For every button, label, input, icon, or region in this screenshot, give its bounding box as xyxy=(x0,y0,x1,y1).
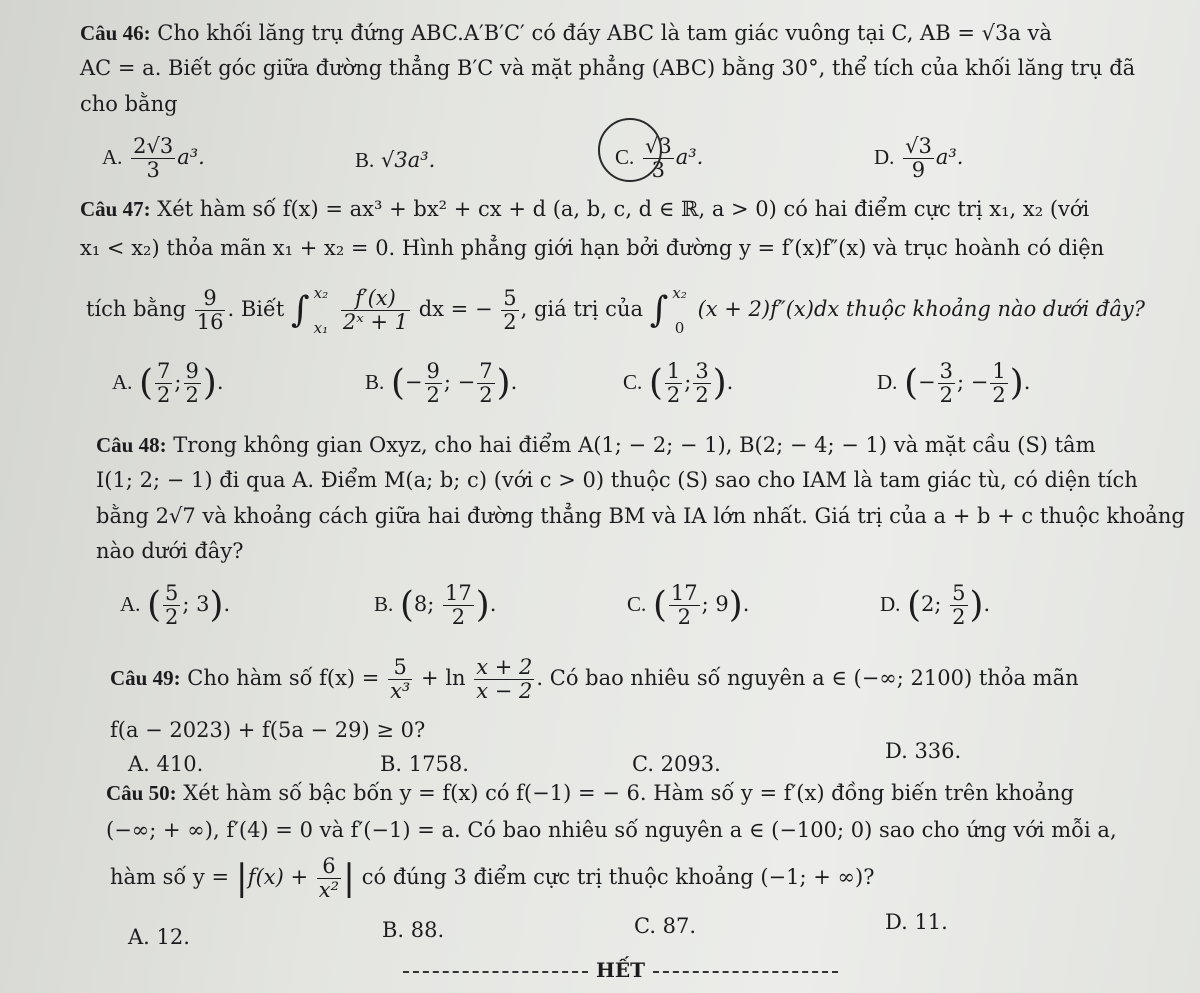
option-label: C. xyxy=(615,145,635,170)
q49-line1 xyxy=(110,656,1079,703)
integral-lower-bound: 0 xyxy=(674,318,685,337)
q47-text-d: , giá trị của xyxy=(520,297,643,322)
option-numerator: 2√3 xyxy=(133,134,174,158)
fraction-denominator: 2 xyxy=(677,605,691,630)
q50-option-b: B. 88. xyxy=(382,918,445,942)
integral-sign: ∫ xyxy=(649,289,669,331)
fraction-numerator: 3 xyxy=(939,359,954,383)
integral-sign: ∫ xyxy=(291,289,310,331)
fraction-numerator: x + 2 xyxy=(476,655,533,679)
q47-option-d: D. (− $\frac{3}{2}$ ; − $\frac{1}{2}$ ). xyxy=(877,359,1031,408)
prefix: 2; xyxy=(921,592,949,617)
abs-bar-right: | xyxy=(343,857,356,899)
option-label: D. xyxy=(880,592,901,617)
fraction-numerator: 6 xyxy=(317,855,341,879)
fraction-numerator: 9 xyxy=(185,359,199,383)
q48-option-a: A. ( $\frac{5}{2}$ ; 3). xyxy=(120,581,231,630)
option-numerator: √3 xyxy=(644,134,672,158)
option-label: C. xyxy=(623,370,643,395)
abs-bar-left: | xyxy=(235,857,248,899)
option-text: √3a³. xyxy=(380,148,436,172)
fraction-denominator: 2 xyxy=(185,383,199,408)
q47-text-e: (x + 2)f″(x)dx thuộc khoảng nào dưới đây? xyxy=(697,297,1145,322)
option-label: B. xyxy=(365,370,385,395)
open-paren: ( xyxy=(147,584,162,626)
prefix: 8; xyxy=(413,592,442,617)
q47-text-line2: x₁ < x₂) thỏa mãn x₁ + x₂ = 0. Hình phẳng giới hạn bởi đường y = f′(x)f″(x) và trục hoành có diện xyxy=(80,236,1105,261)
fraction-denominator: 2 xyxy=(666,383,681,408)
q49-label: Câu 49: xyxy=(110,666,181,691)
close-paren: ) xyxy=(475,584,490,626)
open-paren: ( xyxy=(399,584,414,626)
sign: − xyxy=(970,370,989,395)
q50-abs-text: f(x) + xyxy=(247,865,309,890)
q48-text-line3: bằng 2√7 và khoảng cách giữa hai đường thẳng BM và IA lớn nhất. Giá trị của a + b + c thuộc khoảng xyxy=(96,503,1185,528)
fraction-denominator: 16 xyxy=(196,310,224,335)
open-paren: ( xyxy=(390,362,405,404)
end-text: HẾT xyxy=(596,958,646,982)
q49-option-c: C. 2093. xyxy=(632,752,721,776)
open-paren: ( xyxy=(907,584,922,626)
q50-label: Câu 50: xyxy=(106,781,177,805)
fraction-numerator: 5 xyxy=(952,581,966,605)
q48-text-line4: nào dưới đây? xyxy=(96,538,244,563)
q49-option-d: D. 336. xyxy=(885,739,962,763)
fraction-denominator: 2 xyxy=(451,605,466,630)
sign: − xyxy=(457,370,476,395)
question-47 xyxy=(80,196,1125,263)
integral-upper-bound: x₂ xyxy=(313,284,329,302)
q48-text-line1: Trong không gian Oxyz, cho hai điểm A(1; − 2; − 1), B(2; − 4; − 1) và mặt cầu (S) tâm xyxy=(173,433,1096,457)
q46-option-a xyxy=(102,135,205,182)
question-50 xyxy=(106,780,1151,845)
option-denominator: 3 xyxy=(146,158,160,183)
q50-text-line1: Xét hàm số bậc bốn y = f(x) có f(−1) = − 6. Hàm số y = f′(x) đồng biến trên khoảng xyxy=(183,781,1074,805)
option-label: B. xyxy=(374,592,394,617)
q48-line1 xyxy=(96,432,1141,459)
option-tail: a³. xyxy=(675,145,704,170)
option-denominator: 9 xyxy=(911,158,926,183)
q46-text-line2: AC = a. Biết góc giữa đường thẳng B′C và mặt phẳng (ABC) bằng 30°, thể tích của khối lăng trụ đã xyxy=(80,56,1136,81)
suffix: ; 3 xyxy=(182,592,210,617)
open-paren: ( xyxy=(139,362,154,404)
fraction-denominator: 2 xyxy=(695,383,709,408)
fraction-denominator: 2 xyxy=(952,605,966,630)
open-paren: ( xyxy=(648,362,663,404)
q50-line1 xyxy=(106,780,1151,807)
end-of-exam-line xyxy=(395,958,846,982)
q46-option-d xyxy=(874,135,963,182)
option-tail: a³. xyxy=(177,145,205,170)
fraction-numerator: 17 xyxy=(670,581,698,605)
q47-line1 xyxy=(80,196,1125,223)
q47-text-line1: Xét hàm số f(x) = ax³ + bx² + cx + d (a, b, c, d ∈ ℝ, a > 0) có hai điểm cực trị x₁, x₂ (với xyxy=(157,197,1090,221)
fraction-denominator: 2ˣ + 1 xyxy=(342,310,409,335)
fraction-numerator: f′(x) xyxy=(341,287,410,311)
q47-option-b: B. (− $\frac{9}{2}$ ; − $\frac{7}{2}$ ). xyxy=(365,359,518,408)
fraction-numerator: 5 xyxy=(503,286,517,311)
fraction-denominator: 2 xyxy=(992,383,1006,408)
q49-text-b: + ln xyxy=(421,666,466,691)
option-label: A. xyxy=(120,592,141,617)
q50-text-line2: (−∞; + ∞), f′(4) = 0 và f′(−1) = a. Có bao nhiêu số nguyên a ∈ (−100; 0) sao cho ứng với mỗi a, xyxy=(106,818,1117,843)
q47-option-c: C. ( $\frac{1}{2}$ ; $\frac{3}{2}$ ). xyxy=(623,359,734,408)
q49-text-c: . Có bao nhiêu số nguyên a ∈ (−∞; 2100) thỏa mãn xyxy=(536,666,1079,691)
close-paren: ) xyxy=(969,584,984,626)
option-denominator: 3 xyxy=(651,158,666,183)
separator: ; xyxy=(443,370,451,395)
close-paren: ) xyxy=(728,584,743,626)
close-paren: ) xyxy=(712,362,727,404)
q49-option-b: B. 1758. xyxy=(380,752,469,776)
fraction-numerator: 7 xyxy=(157,359,171,383)
fraction-denominator: 2 xyxy=(165,605,179,630)
q49-text-line2: f(a − 2023) + f(5a − 29) ≥ 0? xyxy=(110,718,426,742)
question-46 xyxy=(80,20,1136,118)
option-label: A. xyxy=(112,370,133,395)
fraction-denominator: x³ xyxy=(390,679,411,704)
fraction-denominator: 2 xyxy=(157,383,171,408)
q46-option-b xyxy=(355,148,435,173)
q50-option-d: D. 11. xyxy=(885,910,948,934)
fraction-denominator: 2 xyxy=(479,383,493,408)
close-paren: ) xyxy=(1009,362,1024,404)
q48-label: Câu 48: xyxy=(96,433,167,457)
fraction-numerator: 17 xyxy=(445,581,472,605)
option-label: A. xyxy=(102,145,123,170)
q50-text-b: có đúng 3 điểm cực trị thuộc khoảng (−1; + ∞)? xyxy=(361,865,875,890)
fraction-denominator: x − 2 xyxy=(476,679,533,704)
fraction-denominator: 2 xyxy=(503,310,517,335)
option-numerator: √3 xyxy=(905,134,932,158)
sign: − xyxy=(918,370,936,395)
fraction-numerator: 7 xyxy=(479,359,493,383)
option-label: B. xyxy=(355,148,375,172)
q46-text-line3: cho bằng xyxy=(80,91,178,116)
q48-option-d: D. (2; $\frac{5}{2}$ ). xyxy=(880,581,991,630)
handwritten-circle-mark xyxy=(598,118,662,182)
q46-label: Câu 46: xyxy=(80,21,151,45)
dashed-rule-right xyxy=(653,971,838,973)
separator: ; xyxy=(174,370,182,395)
q47-text-c: dx = − xyxy=(418,297,493,322)
fraction-denominator: 2 xyxy=(426,383,440,408)
fraction-numerator: 5 xyxy=(165,581,179,605)
fraction-numerator: 9 xyxy=(426,359,440,383)
fraction-numerator: 9 xyxy=(195,287,226,311)
separator: ; xyxy=(684,370,692,395)
dashed-rule-left xyxy=(403,971,588,973)
suffix: ; 9 xyxy=(701,592,729,617)
option-label: D. xyxy=(877,370,898,395)
fraction-denominator: 2 xyxy=(939,383,954,408)
integral-upper-bound: x₂ xyxy=(672,284,687,302)
fraction-numerator: 5 xyxy=(388,656,412,680)
fraction-denominator: x² xyxy=(318,878,340,903)
q48-option-c: C. ( $\frac{17}{2}$ ; 9). xyxy=(627,581,750,630)
open-paren: ( xyxy=(652,584,667,626)
fraction-numerator: 3 xyxy=(695,359,709,383)
q47-text-a: tích bằng xyxy=(86,297,187,322)
close-paren: ) xyxy=(209,584,224,626)
q47-text-b: . Biết xyxy=(227,297,285,322)
q47-label: Câu 47: xyxy=(80,197,151,221)
integral-lower-bound: x₁ xyxy=(313,318,329,337)
q48-option-b: B. (8; $\frac{17}{2}$ ). xyxy=(374,581,497,630)
open-paren: ( xyxy=(904,362,919,404)
q49-text-a: Cho hàm số f(x) = xyxy=(187,666,380,691)
q46-text-line1: Cho khối lăng trụ đứng ABC.A′B′C′ có đáy ABC là tam giác vuông tại C, AB = √3a và xyxy=(157,21,1052,45)
fraction-numerator: 1 xyxy=(666,359,681,383)
q50-option-a: A. 12. xyxy=(128,925,190,949)
separator: ; xyxy=(957,370,965,395)
q47-option-a: A. ( $\frac{7}{2}$ ; $\frac{9}{2}$ ). xyxy=(112,359,224,408)
q49-option-a: A. 410. xyxy=(128,752,204,776)
option-tail: a³. xyxy=(935,145,964,170)
sign: − xyxy=(404,370,423,395)
q50-line3 xyxy=(110,855,874,902)
q46-line1 xyxy=(80,20,1125,47)
option-label: D. xyxy=(874,145,895,170)
q47-line3 xyxy=(86,285,1145,336)
close-paren: ) xyxy=(202,362,217,404)
fraction-numerator: 1 xyxy=(992,359,1006,383)
question-48 xyxy=(96,432,1185,565)
close-paren: ) xyxy=(496,362,511,404)
option-label: C. xyxy=(627,592,647,617)
q48-text-line2: I(1; 2; − 1) đi qua A. Điểm M(a; b; c) (với c > 0) thuộc (S) sao cho IAM là tam giác tù, có diện tích xyxy=(96,468,1138,493)
q50-text-a: hàm số y = xyxy=(110,865,230,890)
q50-option-c: C. 87. xyxy=(634,914,697,938)
